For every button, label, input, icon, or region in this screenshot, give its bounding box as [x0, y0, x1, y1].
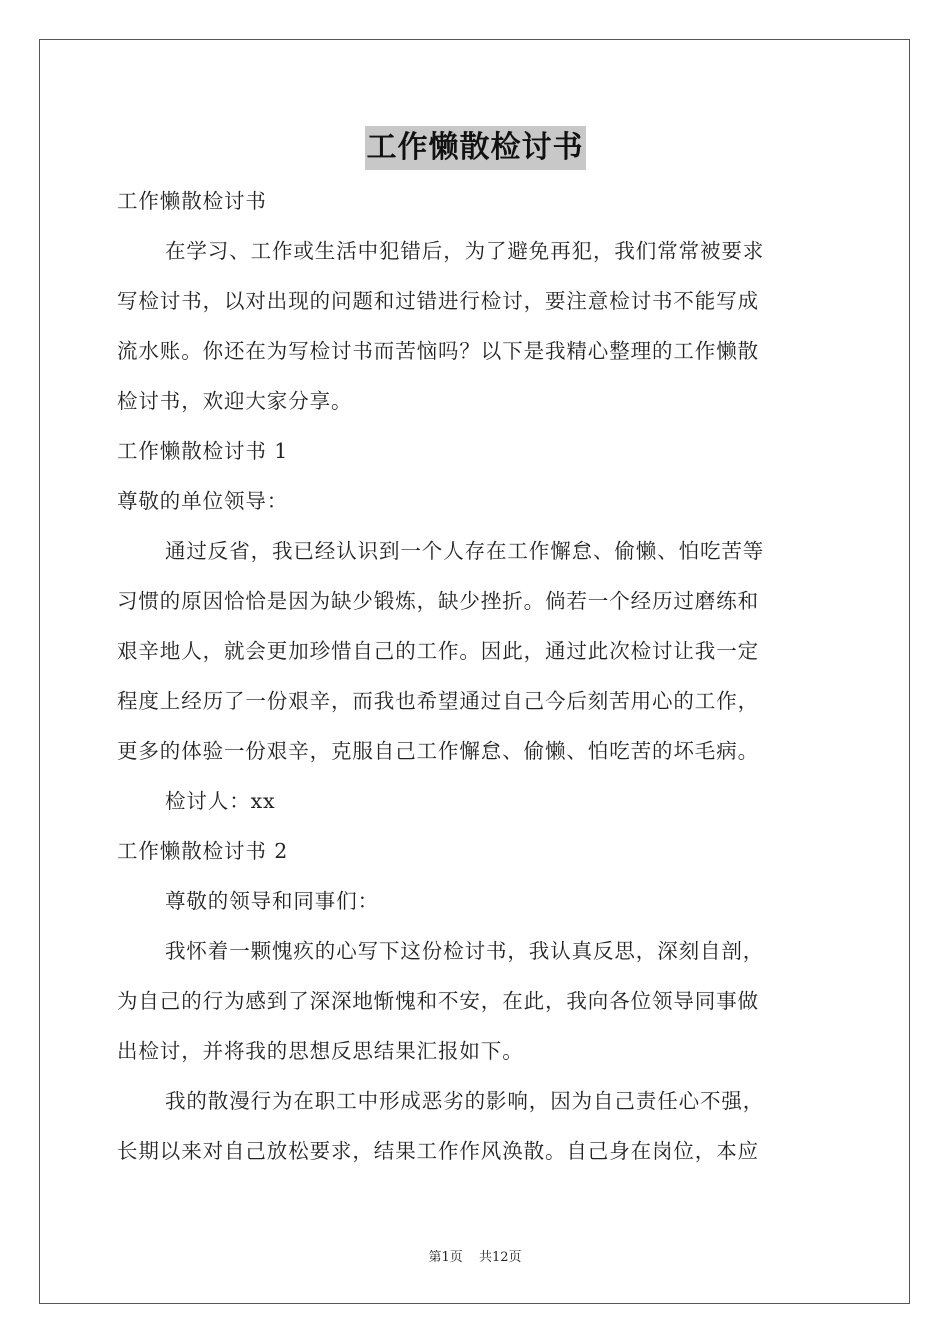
body-line: 程度上经历了一份艰辛，而我也希望通过自己今后刻苦用心的工作，	[117, 689, 759, 713]
salutation: 尊敬的领导和同事们：	[165, 889, 379, 913]
section-heading: 工作懒散检讨书 1	[117, 439, 289, 463]
salutation: 尊敬的单位领导：	[117, 489, 289, 513]
body-line: 为自己的行为感到了深深地惭愧和不安，在此，我向各位领导同事做	[117, 989, 759, 1013]
body-line: 通过反省，我已经认识到一个人存在工作懈怠、偷懒、怕吃苦等	[165, 539, 765, 563]
signature-line: 检讨人：xx	[165, 789, 276, 813]
body-line: 工作懒散检讨书	[117, 189, 267, 213]
title-container	[0, 126, 950, 170]
body-line: 写检讨书，以对出现的问题和过错进行检讨，要注意检讨书不能写成	[117, 289, 759, 313]
page-number: 第1页	[428, 1250, 463, 1265]
section-heading: 工作懒散检讨书 2	[117, 839, 289, 863]
body-line: 出检讨，并将我的思想反思结果汇报如下。	[117, 1039, 524, 1063]
body-line: 更多的体验一份艰辛，克服自己工作懈怠、偷懒、怕吃苦的坏毛病。	[117, 739, 759, 763]
document-title: 工作懒散检讨书	[365, 126, 586, 170]
body-line: 我怀着一颗愧疚的心写下这份检讨书，我认真反思，深刻自剖，	[165, 939, 765, 963]
body-line: 习惯的原因恰恰是因为缺少锻炼，缺少挫折。倘若一个经历过磨练和	[117, 589, 759, 613]
body-line: 我的散漫行为在职工中形成恶劣的影响，因为自己责任心不强，	[165, 1089, 765, 1113]
page-footer	[0, 1246, 950, 1265]
page-count: 共12页	[478, 1250, 522, 1265]
body-line: 艰辛地人，就会更加珍惜自己的工作。因此，通过此次检讨让我一定	[117, 639, 759, 663]
body-line: 长期以来对自己放松要求，结果工作作风涣散。自己身在岗位，本应	[117, 1139, 759, 1163]
body-line: 流水账。你还在为写检讨书而苦恼吗？以下是我精心整理的工作懒散	[117, 339, 759, 363]
body-line: 检讨书，欢迎大家分享。	[117, 389, 353, 413]
document-body	[117, 176, 837, 1176]
body-line: 在学习、工作或生活中犯错后，为了避免再犯，我们常常被要求	[165, 239, 765, 263]
